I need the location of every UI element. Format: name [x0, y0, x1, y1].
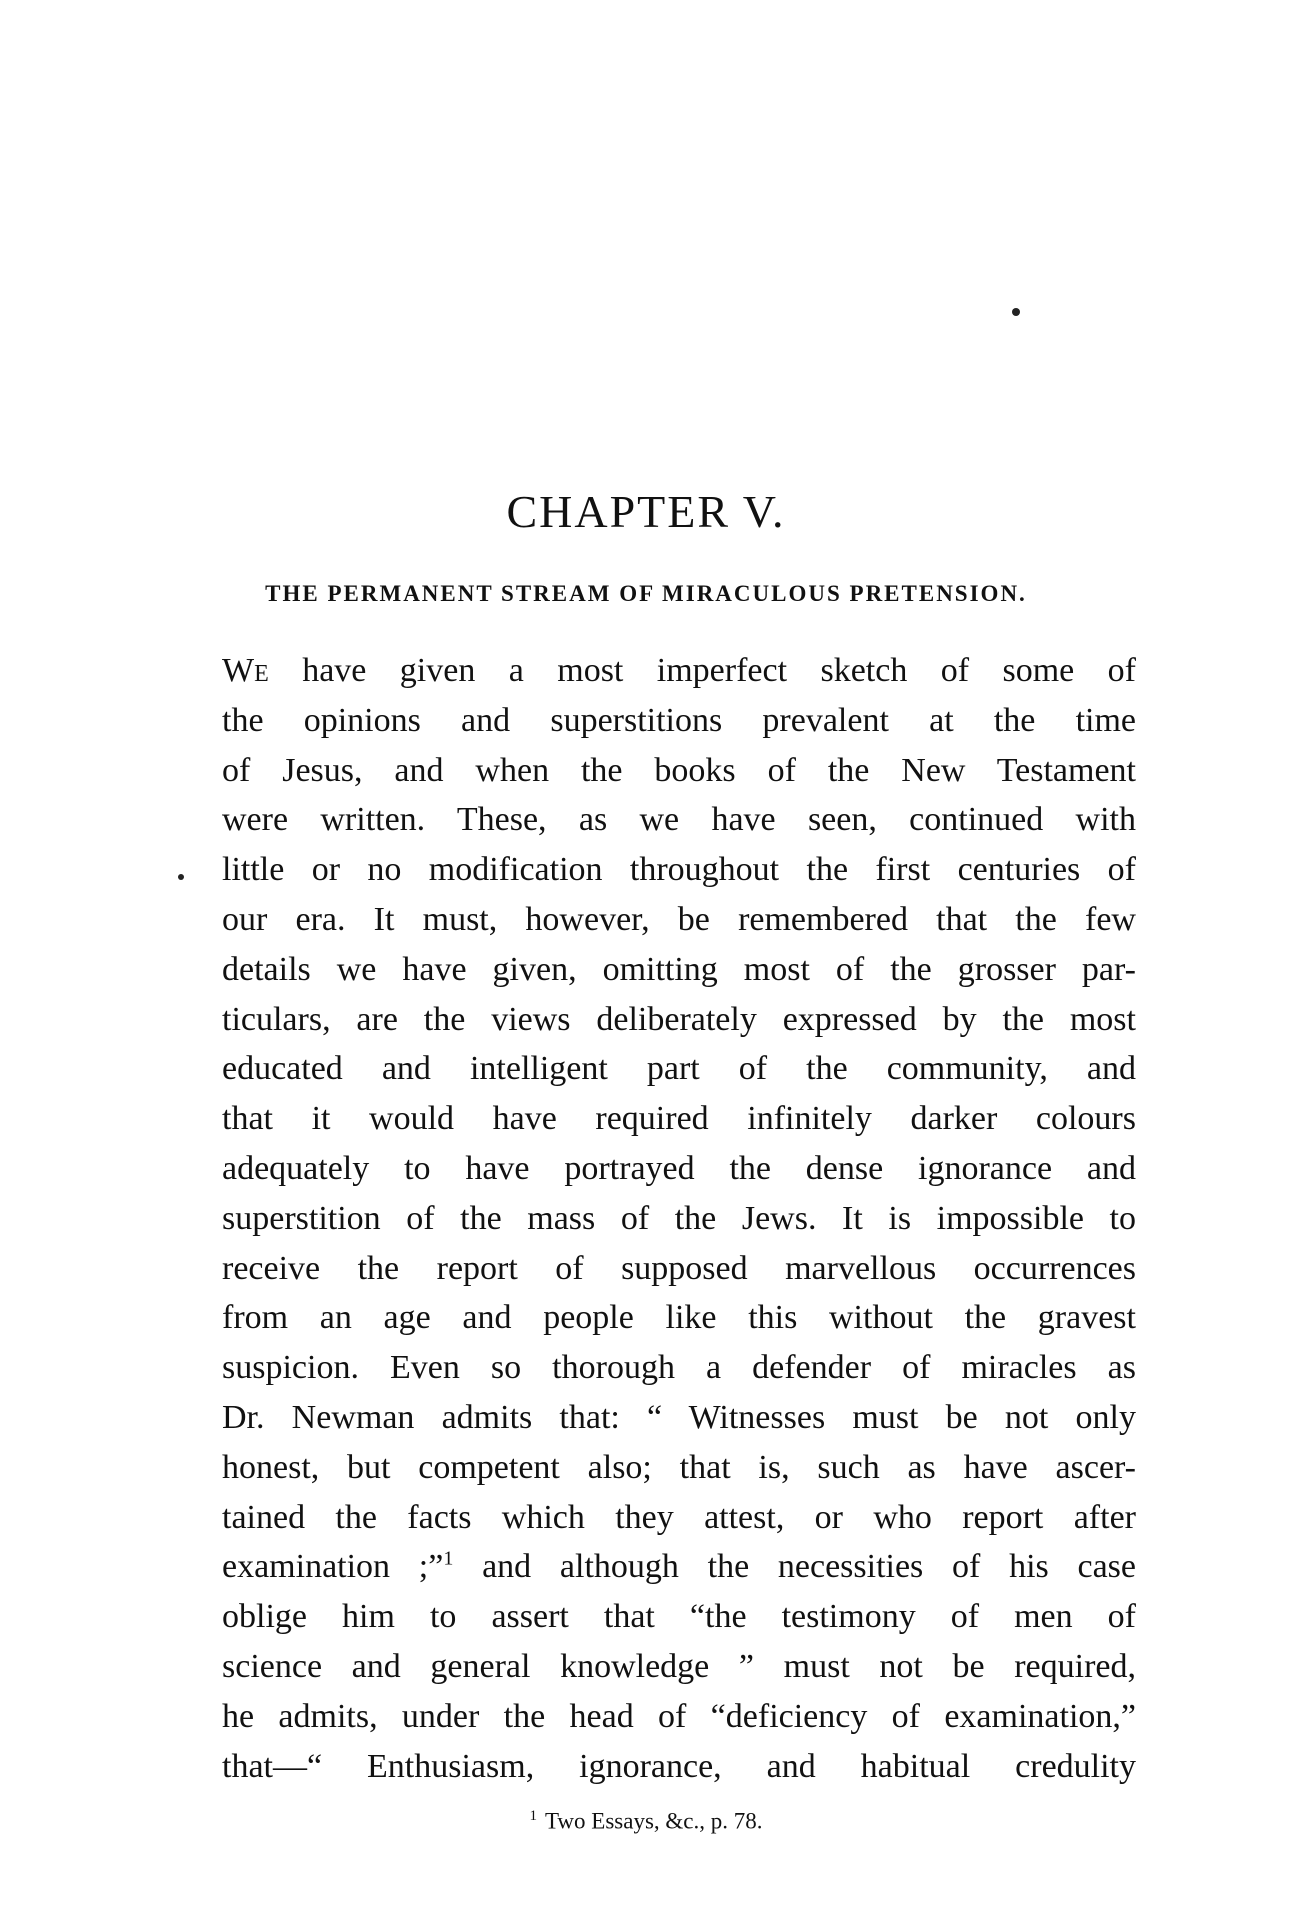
text-line: examination ;”$^1$ and although the necessities of his case: [222, 1548, 1136, 1586]
footnote: [0, 1800, 1292, 1838]
text-line: the opinions and superstitions prevalent at the time: [222, 701, 1136, 739]
ink-speck: [178, 874, 184, 880]
text-line: Dr. Newman admits that: “ Witnesses must be not only: [222, 1398, 1136, 1436]
chapter-title: CHAPTER V.: [506, 486, 786, 537]
text-line: We have given a most imperfect sketch of some of: [222, 652, 1136, 689]
text-line: he admits, under the head of “deficiency of examination,”: [222, 1697, 1136, 1735]
text-line: our era. It must, however, be remembered that the few: [222, 900, 1136, 938]
body-paragraph: [222, 646, 1136, 1791]
text-line: tained the facts which they attest, or who report after: [222, 1498, 1136, 1536]
text-line: of Jesus, and when the books of the New Testament: [222, 751, 1136, 789]
text-line: oblige him to assert that “the testimony of men of: [222, 1598, 1136, 1636]
footnote-text: Two Essays, &c., p. 78.: [544, 1808, 763, 1834]
text-line: little or no modification throughout the first centuries of: [222, 851, 1136, 889]
text-line: ticulars, are the views deliberately expressed by the most: [222, 1000, 1136, 1038]
drop-word: We: [222, 652, 269, 689]
text-line: from an age and people like this without the gravest: [222, 1299, 1136, 1337]
text-line: were written. These, as we have seen, continued with: [222, 801, 1136, 839]
text-line: science and general knowledge ” must not be required,: [222, 1647, 1136, 1685]
footnote-reference: 1: [443, 1548, 454, 1571]
text-line: adequately to have portrayed the dense ignorance and: [222, 1149, 1136, 1187]
text-line: that it would have required infinitely darker colours: [222, 1100, 1136, 1138]
text-line: suspicion. Even so thorough a defender of miracles as: [222, 1349, 1136, 1387]
text-line: details we have given, omitting most of the grosser par-: [222, 950, 1136, 988]
text-line: superstition of the mass of the Jews. It is impossible to: [222, 1199, 1136, 1237]
text-line: honest, but competent also; that is, such as have ascer-: [222, 1448, 1136, 1486]
chapter-subtitle: THE PERMANENT STREAM OF MIRACULOUS PRETENSION.: [265, 581, 1027, 606]
text-line: receive the report of supposed marvellous occurrences: [222, 1249, 1136, 1287]
text-line: that—“ Enthusiasm, ignorance, and habitual credulity: [222, 1747, 1136, 1785]
ink-speck: [1012, 308, 1020, 316]
text-line: educated and intelligent part of the community, and: [222, 1050, 1136, 1088]
footnote-marker: 1: [529, 1808, 537, 1824]
